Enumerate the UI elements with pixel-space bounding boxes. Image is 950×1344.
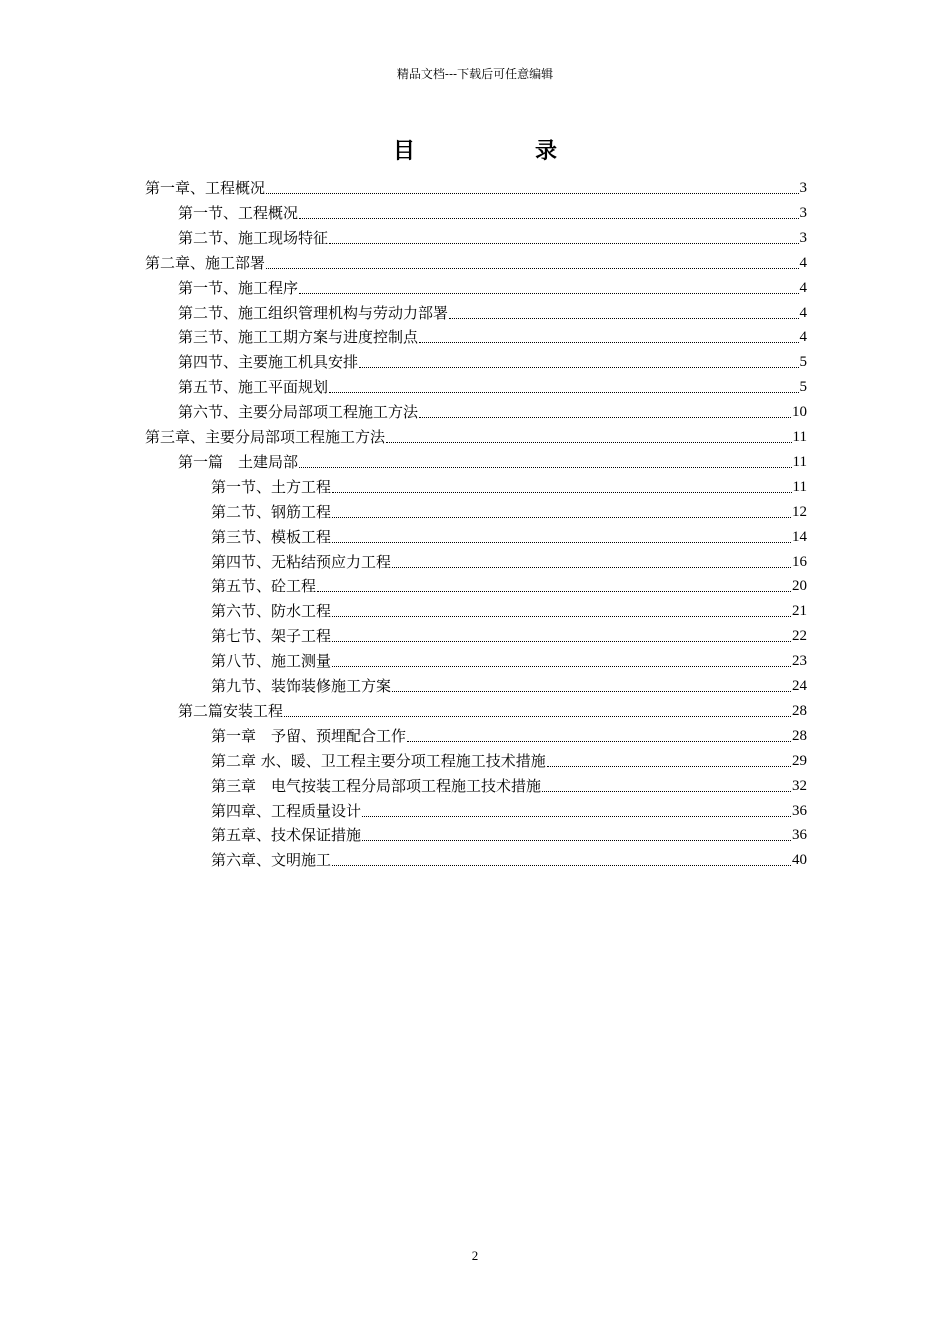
toc-entry-page: 29 (792, 752, 807, 769)
toc-entry[interactable] (178, 450, 807, 472)
toc-dot-leader (362, 840, 791, 841)
toc-entry-label: 第一节、土方工程 (211, 477, 332, 496)
page-title: 目录 (392, 138, 677, 164)
toc-entry[interactable] (178, 301, 807, 323)
toc-dot-leader (359, 367, 798, 368)
toc-dot-leader (299, 218, 798, 219)
toc-entry[interactable] (211, 550, 807, 572)
toc-entry-page: 36 (792, 827, 807, 844)
toc-entry[interactable] (211, 749, 807, 771)
toc-entry-page: 40 (792, 852, 807, 869)
toc-dot-leader (284, 716, 791, 717)
toc-entry-page: 22 (792, 628, 807, 645)
toc-entry[interactable] (178, 350, 807, 372)
toc-dot-leader (299, 293, 798, 294)
toc-entry-label: 第一节、施工程序 (178, 278, 299, 297)
toc-entry[interactable] (211, 624, 807, 646)
toc-entry-page: 16 (792, 553, 807, 570)
toc-entry-label: 第二节、施工现场特征 (178, 228, 329, 247)
toc-dot-leader (332, 641, 791, 642)
toc-entry-page: 20 (792, 578, 807, 595)
toc-dot-leader (392, 567, 791, 568)
toc-entry-label: 第三章、主要分局部项工程施工方法 (145, 428, 386, 446)
toc-dot-leader (329, 243, 798, 244)
toc-entry[interactable] (211, 799, 807, 821)
toc-entry-label: 第四节、无粘结预应力工程 (211, 552, 392, 571)
toc-entry-label: 第三章 电气按装工程分局部项工程施工技术措施 (211, 776, 542, 795)
toc-entry[interactable] (178, 325, 807, 347)
toc-entry-label: 第五节、砼工程 (211, 577, 317, 596)
toc-entry-label: 第九节、装饰装修施工方案 (211, 677, 392, 695)
toc-entry-page: 3 (799, 229, 807, 246)
toc-entry-page: 23 (792, 653, 807, 670)
toc-entry-label: 第一章 予留、预埋配合工作 (211, 726, 407, 745)
toc-entry-label: 第七节、架子工程 (211, 627, 332, 646)
page-header: 精品文档---下载后可任意编辑 (396, 67, 554, 81)
toc-entry[interactable] (211, 525, 807, 547)
toc-entry[interactable] (178, 226, 807, 248)
toc-entry-label: 第四章、工程质量设计 (211, 801, 362, 820)
toc-dot-leader (542, 791, 791, 792)
toc-entry-page: 4 (799, 329, 807, 346)
toc-entry-label: 第一篇 土建局部 (178, 452, 299, 471)
toc-entry[interactable] (145, 251, 807, 273)
toc-entry-label: 第三节、模板工程 (211, 527, 332, 546)
toc-dot-leader (392, 691, 791, 692)
toc-entry-label: 第五章、技术保证措施 (211, 826, 362, 845)
toc-entry-page: 4 (799, 254, 807, 271)
toc-entry-page: 12 (792, 503, 807, 520)
toc-entry-page: 28 (792, 727, 807, 744)
toc-dot-leader (419, 342, 798, 343)
toc-dot-leader (329, 392, 798, 393)
toc-entry-page: 3 (799, 204, 807, 221)
toc-entry[interactable] (211, 574, 807, 596)
toc-entry-page: 10 (792, 404, 807, 421)
toc-entry[interactable] (211, 674, 807, 696)
toc-entry[interactable] (211, 649, 807, 671)
toc-entry-label: 第五节、施工平面规划 (178, 378, 329, 397)
toc-entry[interactable] (178, 201, 807, 223)
toc-entry-label: 第二节、钢筋工程 (211, 502, 332, 521)
toc-entry-label: 第三节、施工工期方案与进度控制点 (178, 328, 419, 347)
toc-entry[interactable] (178, 699, 807, 721)
toc-entry-label: 第二章 水、暖、卫工程主要分项工程施工技术措施 (211, 751, 546, 770)
toc-dot-leader (449, 318, 798, 319)
toc-entry[interactable] (178, 276, 807, 298)
toc-entry-page: 11 (792, 429, 807, 445)
toc-entry-page: 21 (792, 603, 807, 620)
toc-entry[interactable] (211, 475, 807, 497)
toc-entry-page: 32 (792, 777, 807, 794)
toc-dot-leader (386, 442, 792, 443)
toc-dot-leader (419, 417, 791, 418)
toc-dot-leader (332, 666, 791, 667)
toc-entry-page: 11 (792, 453, 807, 470)
toc-entry-page: 4 (799, 304, 807, 321)
toc-entry-label: 第六节、防水工程 (211, 602, 332, 621)
toc-entry[interactable] (178, 375, 807, 397)
toc-dot-leader (547, 766, 791, 767)
toc-entry[interactable] (211, 848, 807, 870)
toc-entry-label: 第二节、施工组织管理机构与劳动力部署 (178, 303, 449, 322)
toc-entry-label: 第二篇安装工程 (178, 701, 284, 720)
toc-entry-label: 第八节、施工测量 (211, 652, 332, 671)
toc-entry-label: 第一章、工程概况 (145, 179, 266, 197)
page-number: 2 (471, 1248, 479, 1263)
toc-entry-label: 第六节、主要分局部项工程施工方法 (178, 403, 419, 422)
toc-entry-label: 第四节、主要施工机具安排 (178, 353, 359, 372)
toc-entry[interactable] (178, 400, 807, 422)
toc-dot-leader (362, 816, 791, 817)
toc-entry-page: 5 (799, 379, 807, 396)
toc-entry-page: 11 (792, 478, 807, 495)
toc-entry-page: 3 (799, 180, 807, 196)
toc-entry-page: 36 (792, 802, 807, 819)
toc-entry-label: 第六章、文明施工 (211, 851, 332, 870)
toc-entry[interactable] (211, 774, 807, 796)
toc-dot-leader (317, 591, 791, 592)
toc-entry-page: 4 (799, 279, 807, 296)
toc-entry[interactable] (211, 599, 807, 621)
toc-entry-page: 28 (792, 702, 807, 719)
toc-entry-page: 14 (792, 528, 807, 545)
toc-entry-page: 5 (799, 354, 807, 371)
toc-entry-label: 第二章、施工部署 (145, 253, 266, 272)
toc-entry[interactable] (211, 724, 807, 746)
toc-entry[interactable] (211, 823, 807, 845)
toc-dot-leader (332, 542, 791, 543)
toc-dot-leader (266, 193, 798, 194)
toc-dot-leader (407, 741, 791, 742)
toc-entry[interactable] (145, 425, 807, 447)
toc-dot-leader (332, 492, 792, 493)
toc-entry[interactable] (211, 500, 807, 522)
toc-dot-leader (332, 616, 791, 617)
toc-entry[interactable] (145, 176, 807, 198)
toc-entry-page: 24 (792, 678, 807, 694)
toc-dot-leader (332, 865, 791, 866)
toc-entry-label: 第一节、工程概况 (178, 203, 299, 222)
toc-dot-leader (266, 268, 798, 269)
toc-dot-leader (332, 517, 791, 518)
toc-dot-leader (299, 467, 792, 468)
